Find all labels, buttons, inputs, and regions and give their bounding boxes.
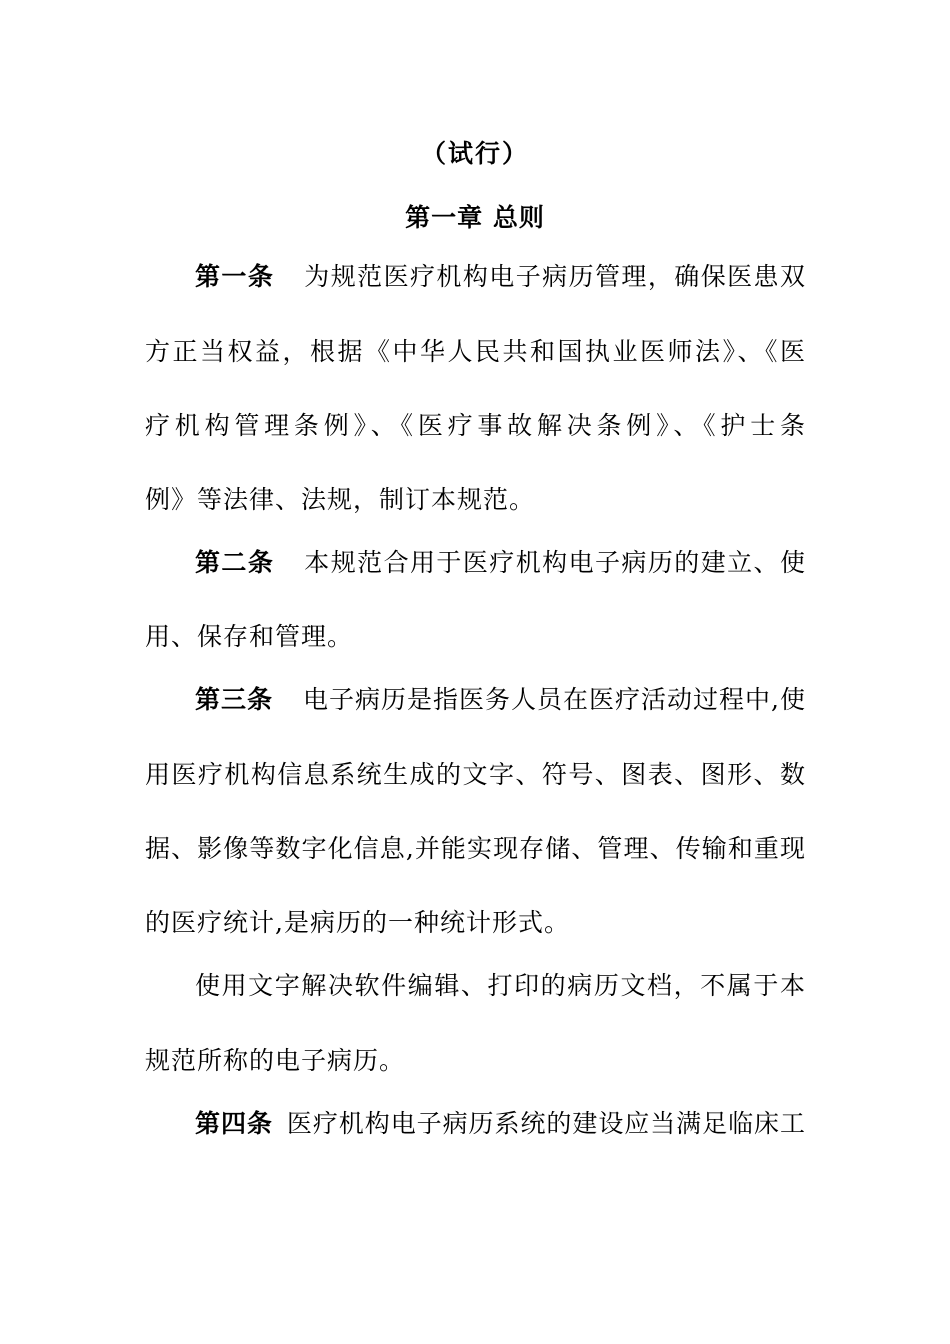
article-1-line-3: 疗机构管理条例》、《医疗事故解决条例》、《护士条 <box>145 411 805 440</box>
document-subtitle: （试行） <box>420 139 529 168</box>
article-3-line-2: 用医疗机构信息系统生成的文字、符号、图表、图形、数 <box>145 760 805 789</box>
paragraph-line-2: 规范所称的电子病历。 <box>145 1046 406 1075</box>
article-3-label: 第三条 <box>195 685 274 714</box>
article-4-label: 第四条 <box>195 1109 273 1138</box>
article-1-text-1: 为规范医疗机构电子病历管理，确保医患双 <box>304 262 805 291</box>
article-2-label: 第二条 <box>195 548 275 577</box>
article-1-label: 第一条 <box>195 262 275 291</box>
article-3-text-1: 电子病历是指医务人员在医疗活动过程中,使 <box>303 685 805 714</box>
article-2-line-1 <box>195 548 805 578</box>
article-3-line-1 <box>195 685 805 715</box>
article-3-line-4: 的医疗统计,是病历的一种统计形式。 <box>145 908 570 937</box>
chapter-title: 第一章 总则 <box>405 203 545 232</box>
article-3-line-3: 据、影像等数字化信息,并能实现存储、管理、传输和重现 <box>145 834 805 863</box>
article-4-line-1 <box>195 1109 805 1139</box>
article-1-line-4: 例》等法律、法规，制订本规范。 <box>145 485 536 514</box>
article-2-line-2: 用、保存和管理。 <box>145 622 354 651</box>
article-1-line-1 <box>195 262 805 292</box>
article-4-text-1: 医疗机构电子病历系统的建设应当满足临床工 <box>286 1109 805 1138</box>
paragraph-line-1: 使用文字解决软件编辑、打印的病历文档，不属于本 <box>195 971 805 1000</box>
article-1-line-2: 方正当权益，根据《中华人民共和国执业医师法》、《医 <box>145 337 805 366</box>
article-2-text-1: 本规范合用于医疗机构电子病历的建立、使 <box>304 548 805 577</box>
